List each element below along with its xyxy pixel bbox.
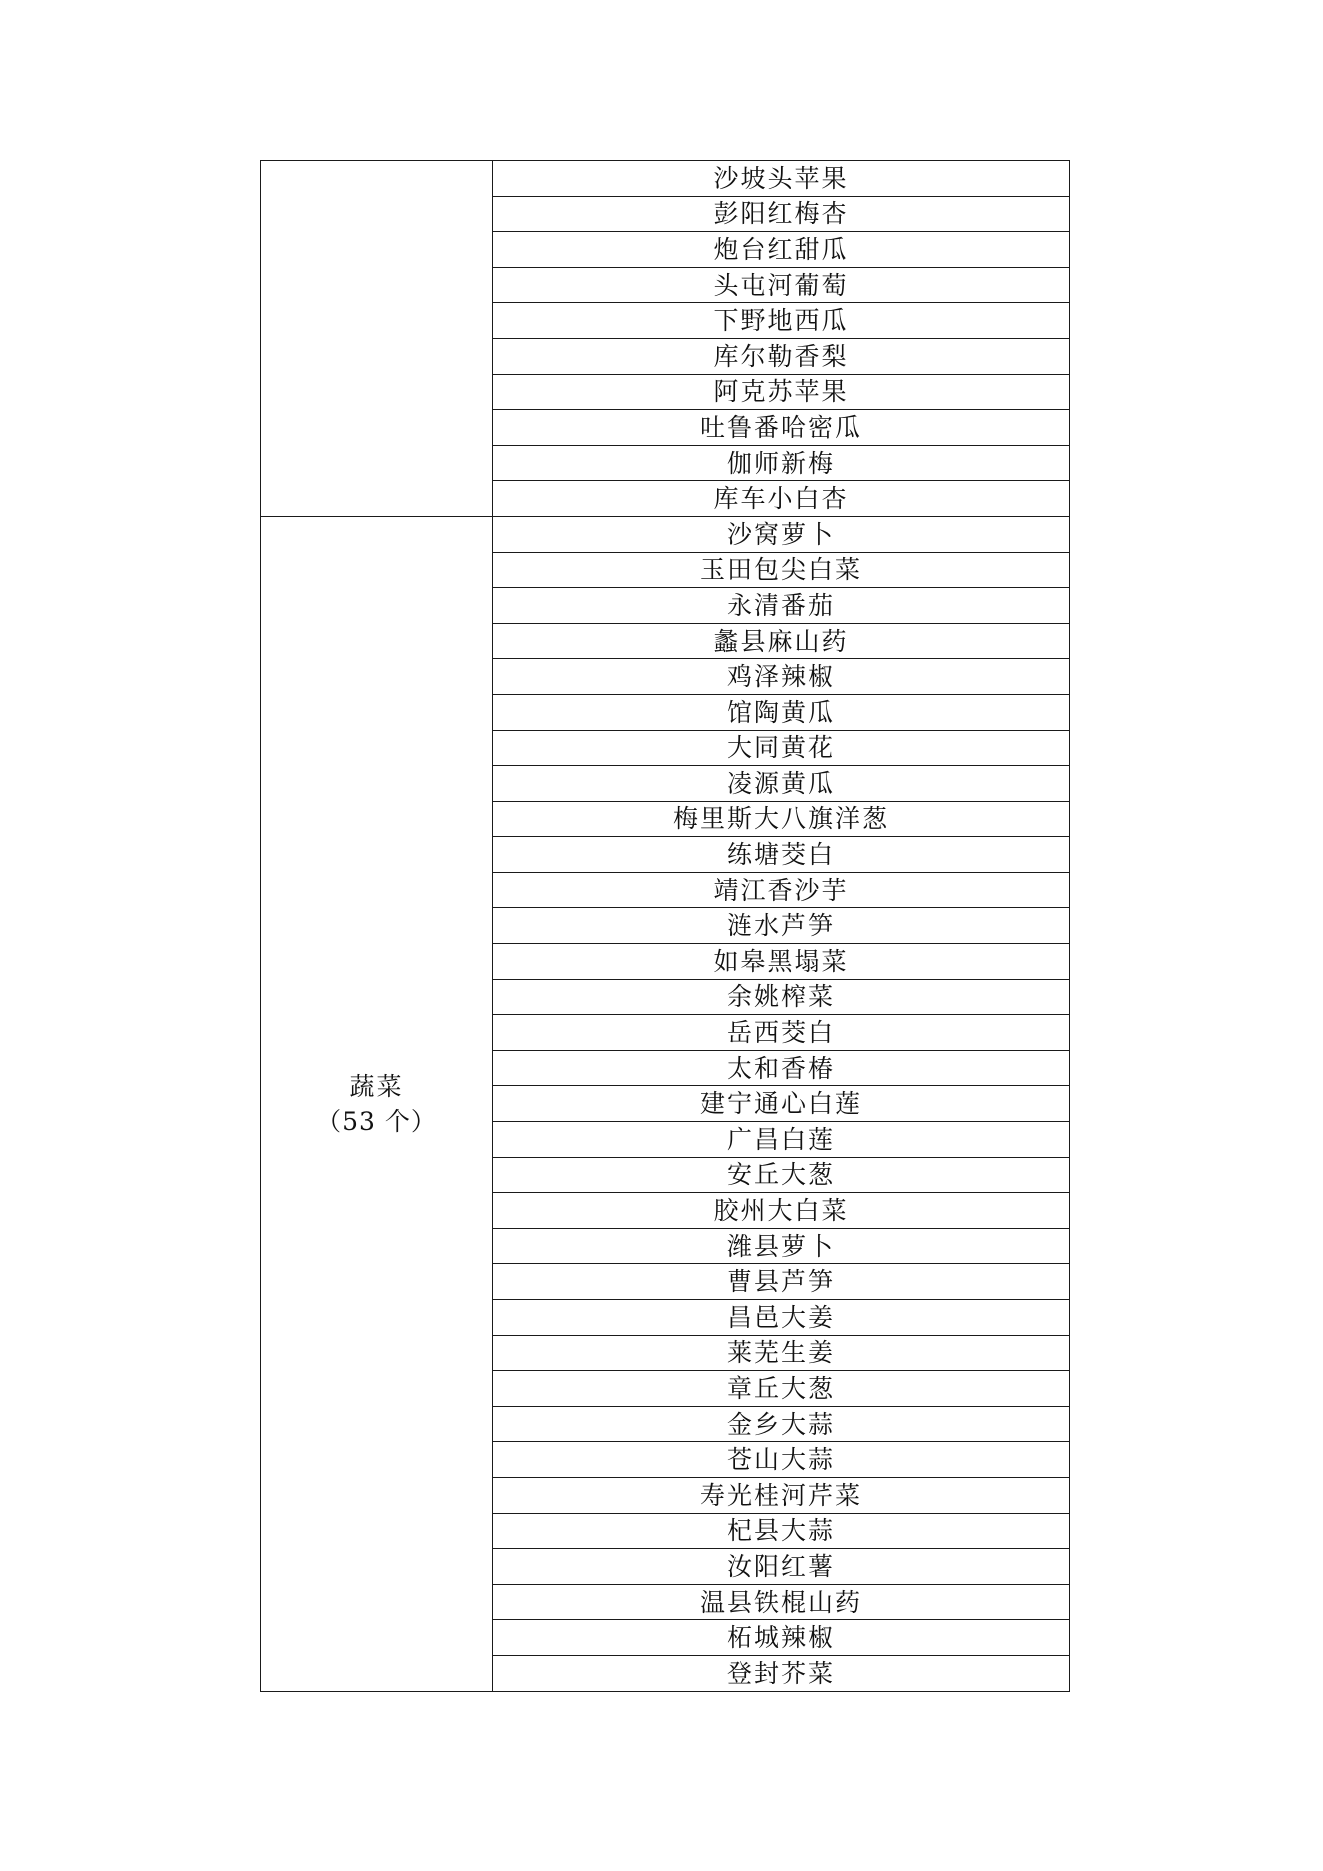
product-name-cell: 涟水芦笋 — [493, 908, 1070, 944]
category-cell — [261, 516, 493, 1691]
product-name-cell: 练塘茭白 — [493, 837, 1070, 873]
product-name-cell: 蠡县麻山药 — [493, 623, 1070, 659]
product-name-cell: 馆陶黄瓜 — [493, 694, 1070, 730]
table-row — [261, 516, 1070, 552]
product-name-cell: 柘城辣椒 — [493, 1620, 1070, 1656]
product-name-cell: 玉田包尖白菜 — [493, 552, 1070, 588]
table-body — [261, 161, 1070, 1692]
product-name-cell: 金乡大蒜 — [493, 1406, 1070, 1442]
table-row — [261, 161, 1070, 197]
product-name-cell: 汝阳红薯 — [493, 1549, 1070, 1585]
product-name-cell: 章丘大葱 — [493, 1371, 1070, 1407]
product-name-cell: 广昌白莲 — [493, 1122, 1070, 1158]
product-table — [260, 160, 1070, 1692]
product-name-cell: 太和香椿 — [493, 1050, 1070, 1086]
product-name-cell: 沙坡头苹果 — [493, 161, 1070, 197]
product-name-cell: 温县铁棍山药 — [493, 1584, 1070, 1620]
product-name-cell: 靖江香沙芋 — [493, 872, 1070, 908]
category-count: （53 个） — [316, 1106, 437, 1136]
product-name-cell: 吐鲁番哈密瓜 — [493, 410, 1070, 446]
product-name-cell: 库车小白杏 — [493, 481, 1070, 517]
product-name-cell: 如皋黑塌菜 — [493, 944, 1070, 980]
category-name: 蔬菜 — [349, 1071, 404, 1101]
product-table-container — [260, 160, 1070, 1692]
product-name-cell: 永清番茄 — [493, 588, 1070, 624]
category-cell — [261, 161, 493, 517]
product-name-cell: 阿克苏苹果 — [493, 374, 1070, 410]
product-name-cell: 胶州大白菜 — [493, 1193, 1070, 1229]
product-name-cell: 建宁通心白莲 — [493, 1086, 1070, 1122]
product-name-cell: 下野地西瓜 — [493, 303, 1070, 339]
product-name-cell: 昌邑大姜 — [493, 1300, 1070, 1336]
product-name-cell: 彭阳红梅杏 — [493, 196, 1070, 232]
product-name-cell: 梅里斯大八旗洋葱 — [493, 801, 1070, 837]
product-name-cell: 登封芥菜 — [493, 1655, 1070, 1691]
product-name-cell: 伽师新梅 — [493, 445, 1070, 481]
product-name-cell: 余姚榨菜 — [493, 979, 1070, 1015]
product-name-cell: 安丘大葱 — [493, 1157, 1070, 1193]
product-name-cell: 曹县芦笋 — [493, 1264, 1070, 1300]
product-name-cell: 杞县大蒜 — [493, 1513, 1070, 1549]
product-name-cell: 苍山大蒜 — [493, 1442, 1070, 1478]
product-name-cell: 潍县萝卜 — [493, 1228, 1070, 1264]
product-name-cell: 鸡泽辣椒 — [493, 659, 1070, 695]
product-name-cell: 沙窝萝卜 — [493, 516, 1070, 552]
product-name-cell: 头屯河葡萄 — [493, 267, 1070, 303]
product-name-cell: 寿光桂河芹菜 — [493, 1477, 1070, 1513]
product-name-cell: 莱芜生姜 — [493, 1335, 1070, 1371]
product-name-cell: 库尔勒香梨 — [493, 338, 1070, 374]
product-name-cell: 凌源黄瓜 — [493, 766, 1070, 802]
product-name-cell: 岳西茭白 — [493, 1015, 1070, 1051]
product-name-cell: 大同黄花 — [493, 730, 1070, 766]
product-name-cell: 炮台红甜瓜 — [493, 232, 1070, 268]
